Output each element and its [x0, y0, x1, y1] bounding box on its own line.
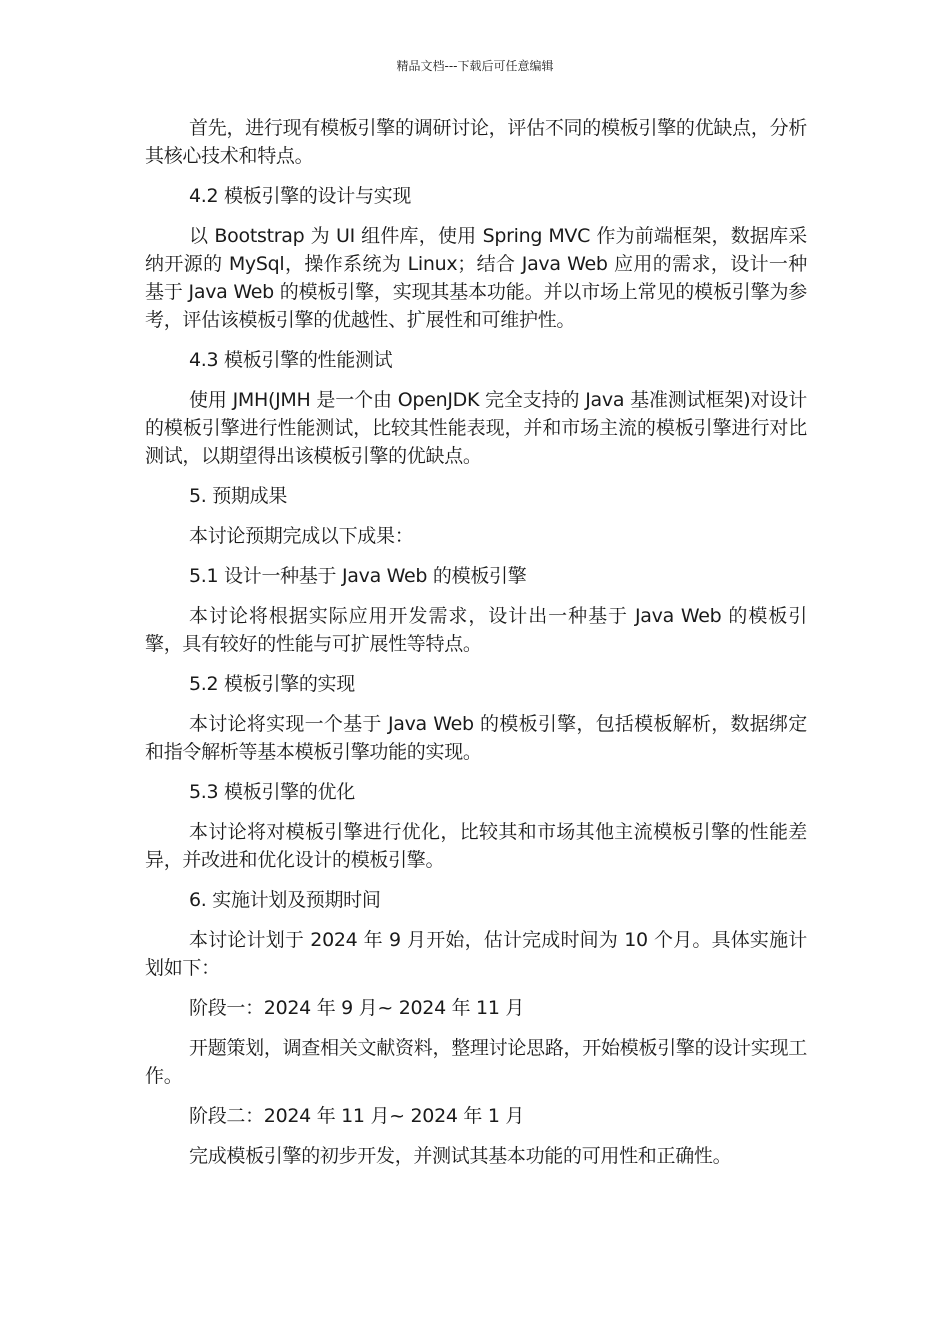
paragraph-plan: 本讨论计划于 2024 年 9 月开始，估计完成时间为 10 个月。具体实施计划如下： — [145, 929, 807, 979]
section-heading-4-2: 4.2 模板引擎的设计与实现 — [189, 185, 412, 207]
section-heading-5-2: 5.2 模板引擎的实现 — [189, 673, 355, 695]
paragraph-5-1: 本讨论将根据实际应用开发需求，设计出一种基于 Java Web 的模板引擎，具有较好的性能与可扩展性等特点。 — [145, 605, 807, 655]
paragraph-performance-test: 使用 JMH(JMH 是一个由 OpenJDK 完全支持的 Java 基准测试框架)对设计的模板引擎进行性能测试，比较其性能表现，并和市场主流的模板引擎进行对比测试，以期望得出该模板引擎的优缺点。 — [145, 389, 807, 467]
section-heading-6: 6. 实施计划及预期时间 — [189, 889, 381, 911]
paragraph-intro: 首先，进行现有模板引擎的调研讨论，评估不同的模板引擎的优缺点，分析其核心技术和特点。 — [145, 117, 807, 167]
paragraph-5-2: 本讨论将实现一个基于 Java Web 的模板引擎，包括模板解析，数据绑定和指令解析等基本模板引擎功能的实现。 — [145, 713, 807, 763]
paragraph-expected: 本讨论预期完成以下成果： — [189, 525, 414, 547]
phase-one-heading: 阶段一：2024 年 9 月~ 2024 年 11 月 — [189, 997, 525, 1019]
section-heading-4-3: 4.3 模板引擎的性能测试 — [189, 349, 393, 371]
paragraph-5-3: 本讨论将对模板引擎进行优化，比较其和市场其他主流模板引擎的性能差异，并改进和优化设计的模板引擎。 — [145, 821, 807, 871]
phase-two-heading: 阶段二：2024 年 11 月~ 2024 年 1 月 — [189, 1105, 525, 1127]
document-body — [145, 114, 807, 1182]
section-heading-5: 5. 预期成果 — [189, 485, 288, 507]
section-heading-5-3: 5.3 模板引擎的优化 — [189, 781, 355, 803]
phase-one-text: 开题策划，调查相关文献资料，整理讨论思路，开始模板引擎的设计实现工作。 — [145, 1037, 807, 1087]
section-heading-5-1: 5.1 设计一种基于 Java Web 的模板引擎 — [189, 565, 527, 587]
page-header: 精品文档---下载后可任意编辑 — [396, 59, 554, 73]
phase-two-text: 完成模板引擎的初步开发，并测试其基本功能的可用性和正确性。 — [189, 1145, 732, 1167]
paragraph-design: 以 Bootstrap 为 UI 组件库，使用 Spring MVC 作为前端框架，数据库采纳开源的 MySql，操作系统为 Linux；结合 Java Web 应用的需求，设计一种基于 Java Web 的模板引擎，实现其基本功能。并以市场上常见的模板引擎为参考，评估该模板引擎的优越性、扩展性和可维护性。 — [145, 225, 807, 331]
